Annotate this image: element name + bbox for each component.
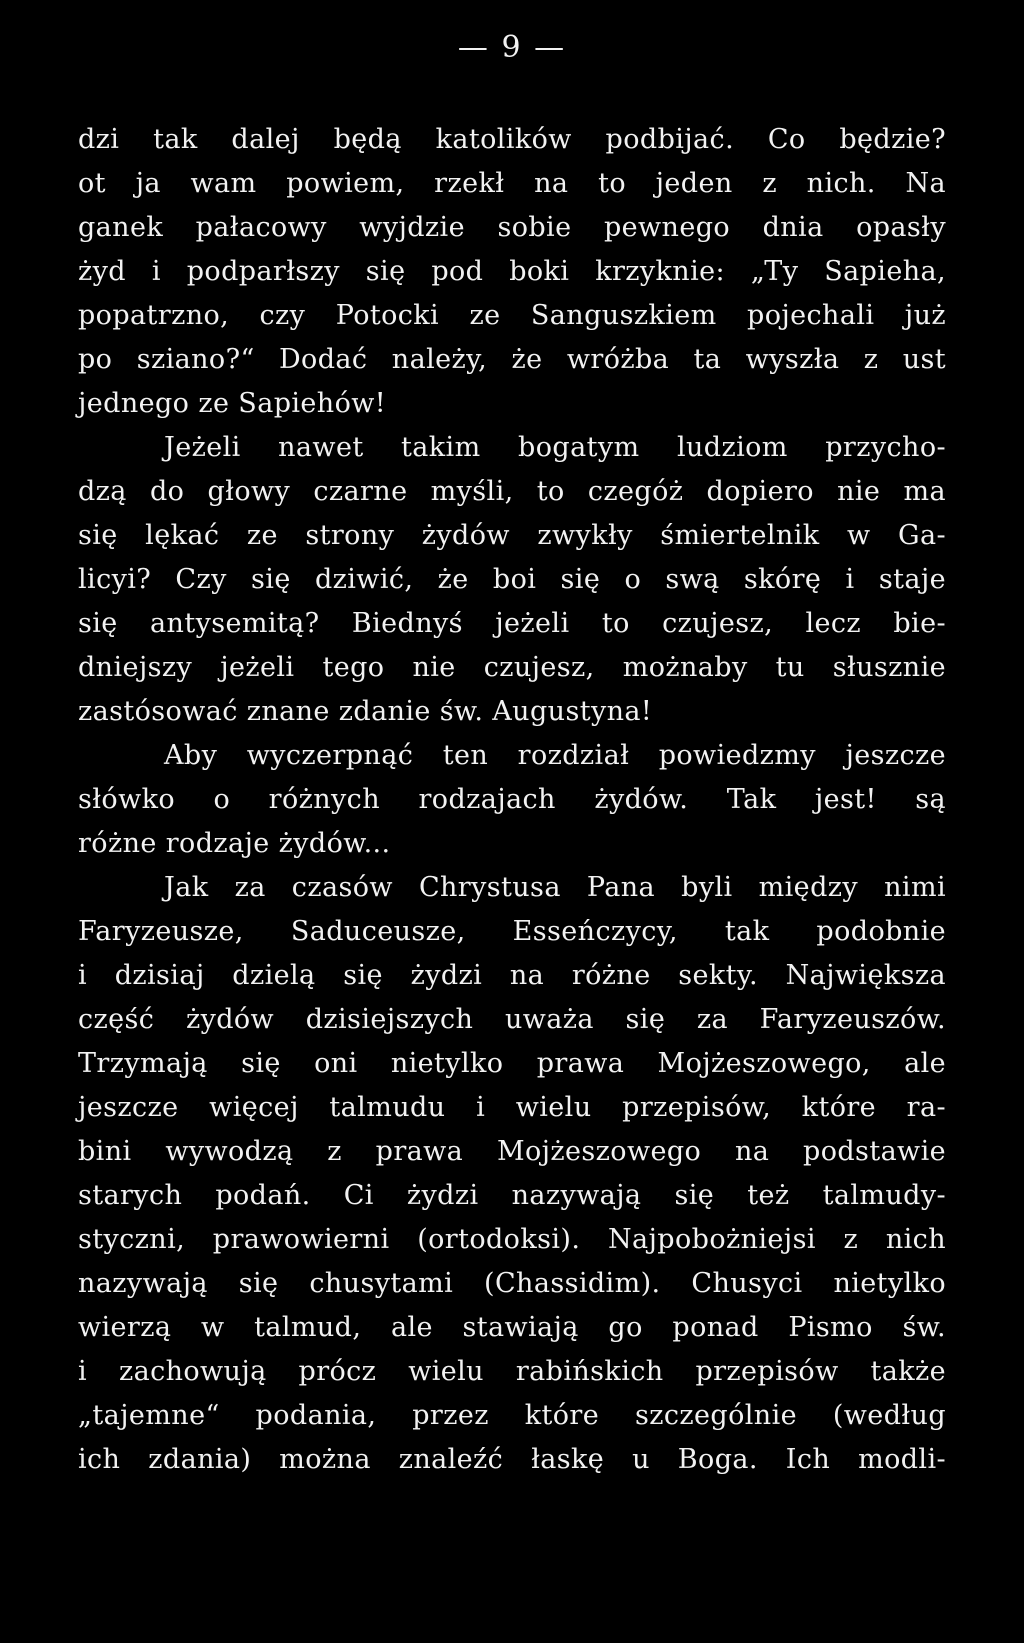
page-number: — 9 —: [457, 30, 567, 65]
body-text: [78, 118, 946, 1482]
text-line: się antysemitą? Biednyś jeżeli to czujesz, lecz bie-: [78, 608, 946, 639]
text-line: wierzą w talmud, ale stawiają go ponad Pismo św.: [78, 1312, 946, 1343]
text-line: ganek pałacowy wyjdzie sobie pewnego dnia opasły: [78, 212, 946, 243]
text-line: Aby wyczerpnąć ten rozdział powiedzmy jeszcze: [164, 740, 946, 771]
text-line: ot ja wam powiem, rzekł na to jeden z nich. Na: [78, 168, 946, 199]
text-line: licyi? Czy się dziwić, że boi się o swą skórę i staje: [78, 564, 946, 595]
text-line: jednego ze Sapiehów!: [78, 388, 387, 419]
text-line: starych podań. Ci żydzi nazywają się też talmudy-: [78, 1180, 946, 1211]
text-line: dniejszy jeżeli tego nie czujesz, możnaby tu słusznie: [78, 652, 946, 683]
text-line: dzą do głowy czarne myśli, to czegóż dopiero nie ma: [78, 476, 946, 507]
text-line: dzi tak dalej będą katolików podbijać. Co będzie?: [78, 124, 946, 155]
text-line: bini wywodzą z prawa Mojżeszowego na podstawie: [78, 1136, 946, 1167]
text-line: popatrzno, czy Potocki ze Sanguszkiem pojechali już: [78, 300, 946, 331]
text-line: słówko o różnych rodzajach żydów. Tak jest! są: [78, 784, 946, 815]
text-line: „tajemne“ podania, przez które szczególnie (według: [78, 1400, 946, 1431]
text-line: część żydów dzisiejszych uważa się za Faryzeuszów.: [78, 1004, 946, 1035]
text-line: i dzisiaj dzielą się żydzi na różne sekty. Największa: [78, 960, 946, 991]
text-line: Jak za czasów Chrystusa Pana byli między nimi: [164, 872, 946, 903]
text-line: po sziano?“ Dodać należy, że wróżba ta wyszła z ust: [78, 344, 946, 375]
text-line: nazywają się chusytami (Chassidim). Chusyci nietylko: [78, 1268, 946, 1299]
text-line: ich zdania) można znaleźć łaskę u Boga. Ich modli-: [78, 1444, 946, 1475]
text-line: styczni, prawowierni (ortodoksi). Najpobożniejsi z nich: [78, 1224, 946, 1255]
text-line: różne rodzaje żydów...: [78, 828, 391, 859]
text-line: i zachowują prócz wielu rabińskich przepisów także: [78, 1356, 946, 1387]
text-line: Trzymają się oni nietylko prawa Mojżeszowego, ale: [78, 1048, 946, 1079]
text-line: Faryzeusze, Saduceusze, Esseńczycy, tak podobnie: [78, 916, 946, 947]
text-line: Jeżeli nawet takim bogatym ludziom przycho-: [164, 432, 946, 463]
text-line: jeszcze więcej talmudu i wielu przepisów, które ra-: [78, 1092, 946, 1123]
text-line: żyd i podparłszy się pod boki krzyknie: „Ty Sapieha,: [78, 256, 946, 287]
text-line: zastósować znane zdanie św. Augustyna!: [78, 696, 653, 727]
text-line: się lękać ze strony żydów zwykły śmiertelnik w Ga-: [78, 520, 946, 551]
